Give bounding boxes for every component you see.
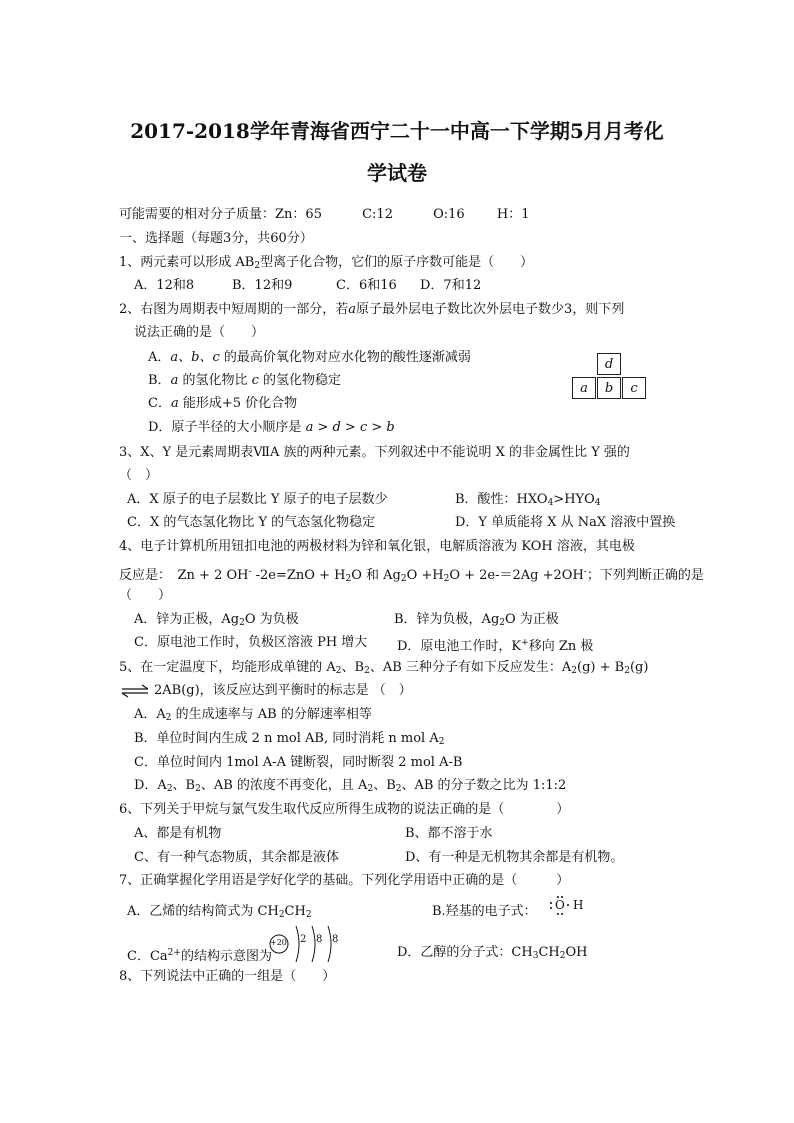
q5-option-a[interactable] xyxy=(134,706,372,727)
section-heading: 一、选择题（每题3分，共60分） xyxy=(119,231,313,246)
q3-option-d[interactable]: D．Y 单质能将 X 从 NaX 溶液中置换 xyxy=(455,515,676,530)
q2-opt-a-label: A． xyxy=(148,350,171,365)
q2-opt-c-var: a xyxy=(170,396,179,411)
cell-c: c xyxy=(622,377,646,399)
q5-stem-sub1: 2 xyxy=(335,666,342,676)
q1-stem xyxy=(119,254,533,275)
mass-h: H：1 xyxy=(496,207,530,222)
svg-text:O: O xyxy=(555,898,565,912)
q2-opt-a-vars: a、b、c xyxy=(170,350,220,365)
q5-option-c[interactable]: C．单位时间内 1mol A-A 键断裂，同时断裂 2 mol A-B xyxy=(134,755,463,770)
q5-stem-1: 5、在一定温度下，均能形成单键的 A xyxy=(119,660,336,675)
q2-stem xyxy=(119,301,624,319)
q3-opt-b-sub1: 4 xyxy=(547,498,554,508)
q4-opt-d-text: D．原电池工作时，K xyxy=(397,639,522,654)
q2-opt-c-text: 能形成+5 价化合物 xyxy=(178,396,298,411)
ca-ion-structure-diagram xyxy=(268,922,348,962)
q3-option-b[interactable] xyxy=(455,491,601,512)
relative-mass-label: 可能需要的相对分子质量： xyxy=(119,207,276,222)
q4-eq-sub1: 2 xyxy=(345,574,352,584)
q4-eq-6: ；下列判断正确的是 xyxy=(586,568,704,583)
q4-opt-a-sub: 2 xyxy=(239,618,245,628)
q7-opt-a-text-2: CH xyxy=(284,904,306,919)
q3-option-a[interactable]: A．X 原子的电子层数比 Y 原子的电子层数少 xyxy=(127,492,388,507)
q2-opt-c-label: C． xyxy=(148,396,171,411)
q4-eq-3: O 和 Ag xyxy=(351,568,401,583)
q5-opt-b-text: B．单位时间内生成 2 n mol AB, 同时消耗 n mol A xyxy=(134,731,439,746)
q4-opt-b-sub: 2 xyxy=(499,618,505,628)
q4-eq-sup2: - xyxy=(583,567,587,577)
q5-opt-d-4: 、B xyxy=(373,778,396,793)
q7-option-a[interactable] xyxy=(127,903,312,924)
q5-opt-d-sub2: 2 xyxy=(195,784,201,794)
q6-option-d[interactable]: D、有一种是无机物其余都是有机物。 xyxy=(405,850,624,865)
q5-opt-d-1: D．A xyxy=(134,778,167,793)
q5-opt-d-sub4: 2 xyxy=(395,784,402,794)
equilibrium-arrow-icon xyxy=(121,684,149,698)
q2-opt-a-text: 的最高价氧化物对应水化物的酸性逐渐减弱 xyxy=(219,350,471,365)
q7-opt-c-text-2: 的结构示意图为 xyxy=(180,949,272,964)
ion-shell-1: 2 xyxy=(300,934,307,945)
q5-opt-b-sub: 2 xyxy=(438,737,445,747)
q2-opt-d-expr: a > d > c > b xyxy=(305,420,395,435)
ion-shell-3: 8 xyxy=(332,934,339,945)
q1-option-c[interactable]: C．6和16 xyxy=(336,278,397,293)
q5-stem-sub4: 2 xyxy=(624,666,630,676)
q4-eq-sub3: 2 xyxy=(443,574,450,584)
q4-stem: 4、电子计算机所用钮扣电池的两极材料为锌和氧化银，电解质溶液为 KOH 溶液，其电极 xyxy=(119,539,635,554)
ion-shell-2: 8 xyxy=(316,934,323,945)
q5-opt-d-5: 、AB 的分子数之比为 1:1:2 xyxy=(401,778,567,793)
q3-opt-b-sub2: 4 xyxy=(594,498,601,508)
q7-opt-a-text: A．乙烯的结构简式为 CH xyxy=(127,904,279,919)
q7-option-c[interactable] xyxy=(127,944,272,966)
q4-eq-sup1: - xyxy=(248,567,252,577)
q6-option-b[interactable]: B、都不溶于水 xyxy=(405,826,493,841)
q3-opt-b-text-2: >HYO xyxy=(553,492,595,507)
q7-opt-d-sub2: 2 xyxy=(559,951,566,961)
ion-nucleus-charge: +20 xyxy=(270,938,287,947)
q2-opt-b-var2: c xyxy=(251,373,259,388)
q5-stem-sub2: 2 xyxy=(364,666,370,676)
q4-opt-b-text: B．锌为负极，Ag xyxy=(394,612,500,627)
q2-stem-line2: 说法正确的是（ ） xyxy=(134,325,265,340)
q2-opt-b-text: 的氢化物比 xyxy=(178,373,252,388)
q1-stem-sub: 2 xyxy=(254,261,261,271)
q1-stem-text-2: 型离子化合物，它们的原子序数可能是（ ） xyxy=(260,255,534,270)
q7-opt-d-text-3: OH xyxy=(565,945,588,960)
q7-opt-d-sub1: 3 xyxy=(532,951,539,961)
q1-stem-text: 1、两元素可以形成 AB xyxy=(119,255,255,270)
q4-opt-a-text: A．锌为正极，Ag xyxy=(134,612,240,627)
q4-eq-4: O +H xyxy=(406,568,444,583)
q4-eq-5: O + 2e-＝2Ag +2OH xyxy=(449,568,584,583)
q1-option-d[interactable]: D．7和12 xyxy=(420,278,482,293)
q5-opt-d-sub1: 2 xyxy=(166,784,173,794)
q7-option-d[interactable] xyxy=(397,944,587,965)
q1-option-a[interactable]: A．12和8 xyxy=(134,278,195,293)
q7-opt-d-text-2: CH xyxy=(538,945,560,960)
periodic-table-fragment xyxy=(572,353,647,400)
cell-d: d xyxy=(597,353,621,375)
q4-opt-a-text-2: O 为负极 xyxy=(244,612,299,627)
q2-stem-var: a xyxy=(348,302,357,317)
cell-a: a xyxy=(572,377,596,399)
mass-zn: Zn：65 xyxy=(275,207,322,222)
q8-stem: 8、下列说法中正确的一组是（ ） xyxy=(119,969,336,984)
q2-option-a[interactable] xyxy=(148,349,471,367)
q7-opt-a-sub2: 2 xyxy=(305,910,312,920)
q5-opt-a-sub: 2 xyxy=(165,713,172,723)
q3-stem-line2: （ ） xyxy=(119,468,159,483)
q4-opt-b-text-2: O 为正极 xyxy=(505,612,559,627)
cell-b: b xyxy=(597,377,621,399)
relative-mass-line xyxy=(119,206,529,224)
q4-opt-d-sup: + xyxy=(521,638,529,648)
q5-stem-5: (g) xyxy=(629,660,649,675)
q3-stem: 3、X、Y 是元素周期表ⅦA 族的两种元素。下列叙述中不能说明 X 的非金属性比 Y 强的 xyxy=(119,445,630,460)
q6-option-a[interactable]: A、都是有机物 xyxy=(134,826,222,841)
q5-opt-d-2: 、B xyxy=(172,778,196,793)
q7-opt-c-text: C．Ca xyxy=(127,949,168,964)
q5-stem-2: 、B xyxy=(341,660,365,675)
q2-opt-b-text-2: 的氢化物稳定 xyxy=(258,373,342,388)
q5-option-b[interactable] xyxy=(134,730,444,751)
exam-title-line1: 2017-2018学年青海省西宁二十一中高一下学期5月月考化 xyxy=(130,119,664,143)
q4-equation xyxy=(119,563,704,588)
q7-option-b[interactable]: B.羟基的电子式： xyxy=(432,904,537,919)
q4-blank: （ ） xyxy=(119,588,172,603)
q5-opt-a-text-2: 的生成速率与 AB 的分解速率相等 xyxy=(171,707,372,722)
q3-option-c[interactable]: C．X 的气态氢化物比 Y 的气态氢化物稳定 xyxy=(127,515,376,530)
q4-option-d[interactable] xyxy=(397,634,593,656)
q5-opt-d-3: 、AB 的浓度不再变化，且 A xyxy=(200,778,368,793)
q6-stem: 6、下列关于甲烷与氯气发生取代反应所得生成物的说法正确的是（ ） xyxy=(119,802,570,817)
q2-opt-d-text: D．原子半径的大小顺序是 xyxy=(148,420,306,435)
q7-opt-c-sup: 2+ xyxy=(167,948,181,958)
q4-option-b[interactable] xyxy=(394,611,559,632)
q2-option-c[interactable] xyxy=(148,395,297,413)
q4-option-a[interactable] xyxy=(134,611,299,632)
q3-opt-b-text: B．酸性：HXO xyxy=(455,492,548,507)
q2-stem-text: 2、右图为周期表中短周期的一部分，若 xyxy=(119,302,349,317)
q5-opt-a-text: A．A xyxy=(134,707,166,722)
mass-c: C:12 xyxy=(362,207,393,222)
q2-opt-b-var1: a xyxy=(170,373,179,388)
q4-opt-d-text-2: 移向 Zn 极 xyxy=(528,639,594,654)
q5-stem-sub3: 2 xyxy=(571,666,578,676)
q5-stem-3: 、AB 三种分子有如下反应发生：A xyxy=(369,660,572,675)
exam-title-line2: 学试卷 xyxy=(367,161,427,185)
q7-stem: 7、正确掌握化学用语是学好化学的基础。下列化学用语中正确的是（ ） xyxy=(119,873,570,888)
q4-eq-1: 反应是： Zn + 2 OH xyxy=(119,568,249,583)
q7-opt-d-text: D．乙醇的分子式：CH xyxy=(397,945,533,960)
q4-option-c[interactable]: C．原电池工作时，负极区溶液 PH 增大 xyxy=(134,635,368,650)
q5-stem xyxy=(119,659,648,680)
q5-option-d[interactable] xyxy=(134,777,566,798)
q7-opt-a-sub1: 2 xyxy=(278,910,285,920)
q2-opt-b-label: B． xyxy=(148,373,171,388)
q2-option-b[interactable] xyxy=(148,372,341,390)
hydroxyl-h-label: H xyxy=(573,898,584,912)
q1-option-b[interactable]: B．12和9 xyxy=(232,278,293,293)
q5-stem-line2: 2AB(g)，该反应达到平衡时的标志是 （ ） xyxy=(154,683,412,698)
q4-eq-2: -2e=ZnO + H xyxy=(251,568,346,583)
q2-stem-text-2: 原子最外层电子数比次外层电子数少3，则下列 xyxy=(356,302,625,317)
mass-o: O:16 xyxy=(433,207,465,222)
q4-eq-sub2: 2 xyxy=(400,574,407,584)
q6-option-c[interactable]: C、有一种气态物质，其余都是液体 xyxy=(134,850,339,865)
q5-opt-d-sub3: 2 xyxy=(367,784,374,794)
q2-option-d[interactable] xyxy=(148,419,395,437)
q5-stem-4: (g) + B xyxy=(577,660,625,675)
